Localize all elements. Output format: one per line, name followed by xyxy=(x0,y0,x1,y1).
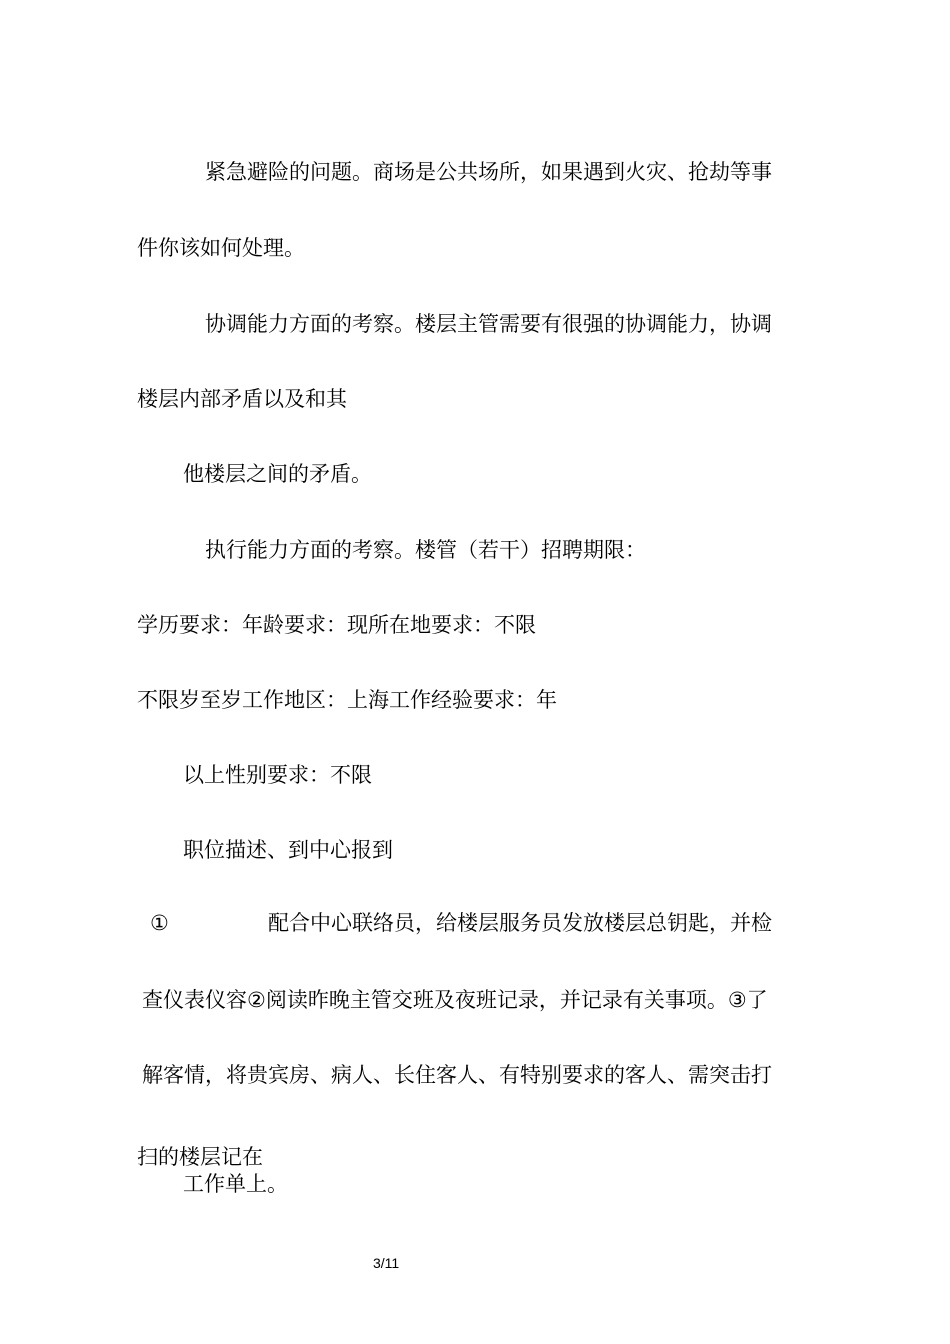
paragraph-line: 扫的楼层记在 xyxy=(137,1145,263,1169)
paragraph-line: 学历要求：年龄要求：现所在地要求：不限 xyxy=(137,613,536,637)
paragraph-line: 解客情，将贵宾房、病人、长住客人、有特别要求的客人、需突击打 xyxy=(142,1063,772,1087)
paragraph-line: 紧急避险的问题。商场是公共场所，如果遇到火灾、抢劫等事 xyxy=(205,160,772,184)
paragraph-line: 执行能力方面的考察。楼管（若干）招聘期限： xyxy=(205,538,646,562)
paragraph-line: 配合中心联络员，给楼层服务员发放楼层总钥匙，并检 xyxy=(268,911,772,935)
paragraph-line: 不限岁至岁工作地区：上海工作经验要求：年 xyxy=(137,688,557,712)
paragraph-line: 职位描述、到中心报到 xyxy=(183,838,393,862)
paragraph-line: 工作单上。 xyxy=(183,1172,288,1196)
paragraph-line: 以上性别要求：不限 xyxy=(183,763,372,787)
paragraph-line: 楼层内部矛盾以及和其 xyxy=(137,387,347,411)
list-marker: ① xyxy=(150,911,169,935)
paragraph-line: 件你该如何处理。 xyxy=(137,236,305,260)
paragraph-line: 他楼层之间的矛盾。 xyxy=(183,462,372,486)
page-number: 3/11 xyxy=(373,1255,400,1271)
paragraph-line: 协调能力方面的考察。楼层主管需要有很强的协调能力，协调 xyxy=(205,312,772,336)
paragraph-line: 查仪表仪容②阅读昨晚主管交班及夜班记录，并记录有关事项。③了 xyxy=(142,988,768,1012)
